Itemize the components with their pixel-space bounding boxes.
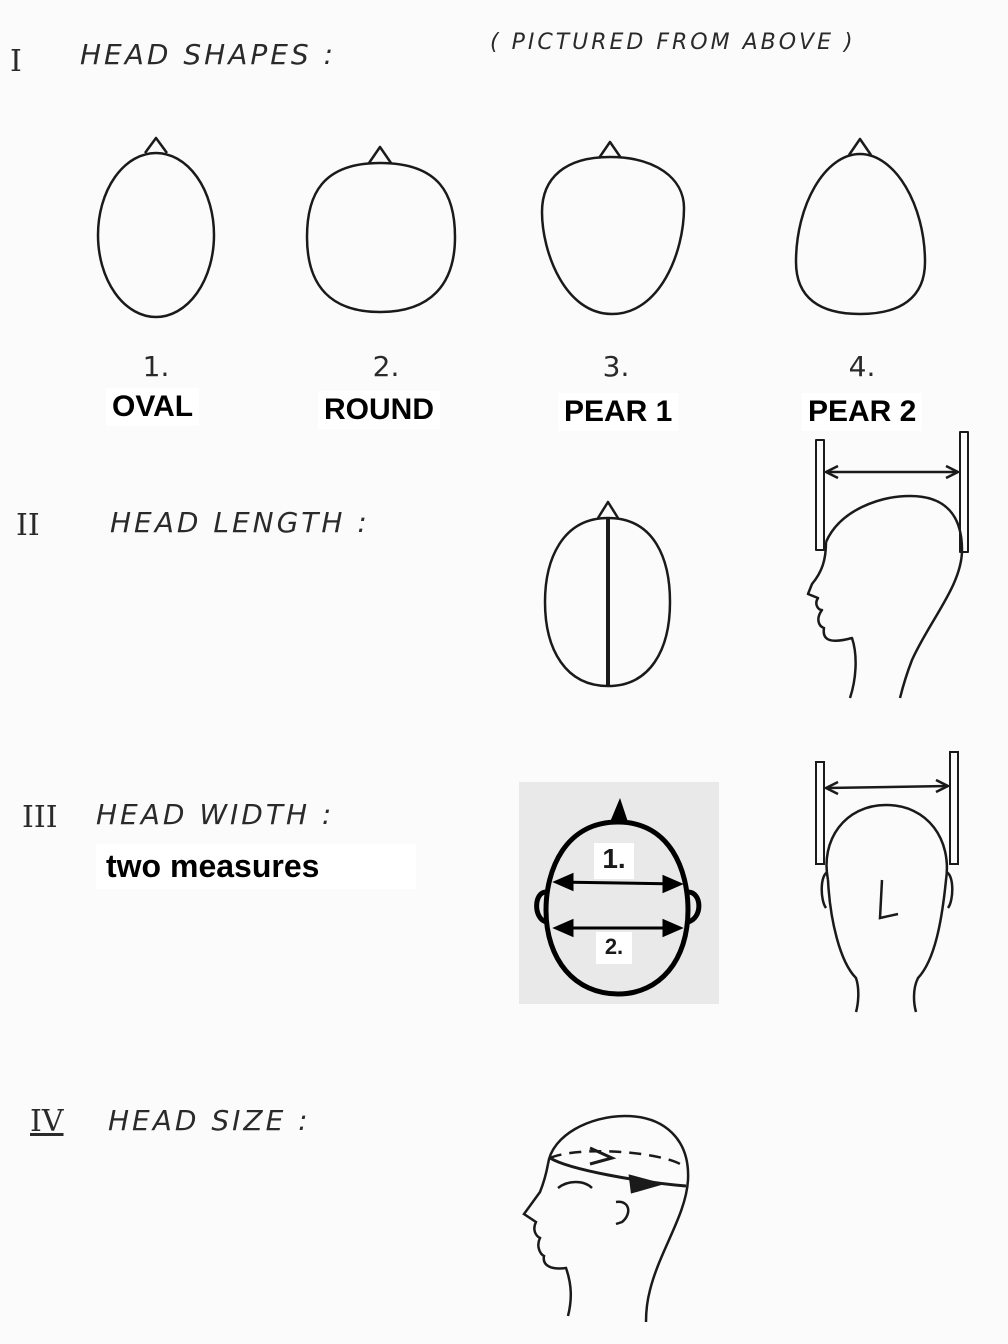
shape-label-pear-2: PEAR 2 [802,393,922,431]
section-2-title: HEAD LENGTH : [110,506,370,539]
oval-head-shape [98,138,214,317]
shape-label-pear-1: PEAR 1 [558,393,678,431]
head-width-back-view [816,752,958,1012]
two-measures-note: two measures [96,844,416,889]
section-3-title: HEAD WIDTH : [96,798,335,831]
round-head-shape [307,147,455,312]
pear-1-head-shape [542,142,684,314]
shape-number-3: 3. [602,350,630,383]
section-1-numeral: I [10,44,22,79]
shape-number-2: 2. [372,350,400,383]
shape-label-round: ROUND [318,391,440,429]
shape-number-4: 4. [848,350,876,383]
section-3-numeral: III [22,800,58,835]
head-size-profile [524,1116,688,1322]
section-4-title: HEAD SIZE : [108,1104,311,1137]
section-1-subtitle: ( PICTURED FROM ABOVE ) [490,30,856,55]
measure-2-label: 2. [604,934,624,959]
section-2-numeral: II [16,508,40,543]
head-length-profile [808,432,968,698]
section-1-title: HEAD SHAPES : [80,38,337,71]
shape-label-oval: OVAL [106,388,199,426]
pear-2-head-shape [796,139,925,314]
shape-number-1: 1. [142,350,170,383]
head-length-top-view [545,502,670,686]
section-4-numeral: IV [30,1104,64,1139]
head-width-top-view [519,782,719,1004]
measure-1-label: 1. [602,843,626,874]
